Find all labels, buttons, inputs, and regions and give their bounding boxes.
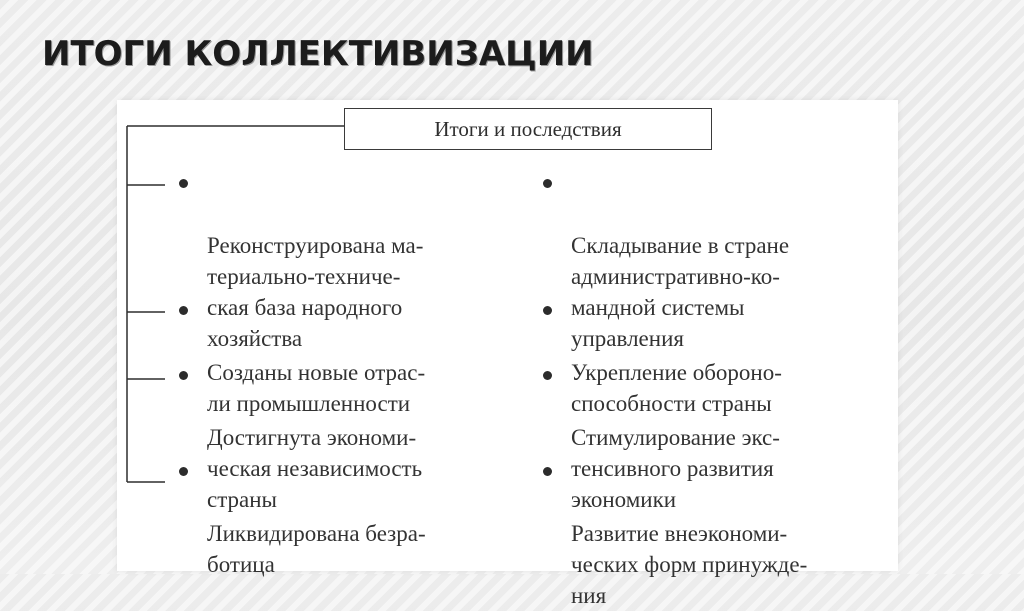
right-item-1-text: Складывание в стране административно-ко- мандной системы управления xyxy=(571,233,790,351)
right-item-4-text: Развитие внеэкономи- ческих форм принужде- ния xyxy=(571,521,808,608)
bullet-icon xyxy=(543,306,552,315)
diagram-header: Итоги и последствия xyxy=(344,108,712,150)
left-item-3-text: Достигнута экономи- ческая независимость страны xyxy=(207,425,423,512)
left-column xyxy=(179,168,519,583)
bullet-icon xyxy=(179,306,188,315)
left-item-1 xyxy=(179,168,519,351)
right-item-2-text: Укрепление обороно- способности страны xyxy=(571,360,782,416)
right-item-4 xyxy=(543,456,863,611)
bullet-icon xyxy=(543,467,552,476)
left-item-4-text: Ликвидирована безра- ботица xyxy=(207,521,426,577)
bullet-icon xyxy=(179,179,188,188)
bullet-icon xyxy=(179,371,188,380)
left-item-4 xyxy=(179,456,519,580)
right-item-3 xyxy=(543,360,863,512)
bullet-icon xyxy=(543,371,552,380)
right-item-1 xyxy=(543,168,863,351)
left-item-2-text: Созданы новые отрас- ли промышленности xyxy=(207,360,426,416)
slide-title: ИТОГИ КОЛЛЕКТИВИЗАЦИИ xyxy=(42,34,594,74)
left-item-2 xyxy=(179,295,519,416)
right-item-2 xyxy=(543,295,863,416)
diagram-panel xyxy=(117,100,898,608)
right-item-3-text: Стимулирование экс- тенсивного развития экономики xyxy=(571,425,780,512)
left-item-3 xyxy=(179,360,519,512)
left-item-1-text: Реконструирована ма- териально-техниче- ская база народного хозяйства xyxy=(207,233,424,351)
bullet-icon xyxy=(543,179,552,188)
right-column xyxy=(543,168,863,611)
bullet-icon xyxy=(179,467,188,476)
